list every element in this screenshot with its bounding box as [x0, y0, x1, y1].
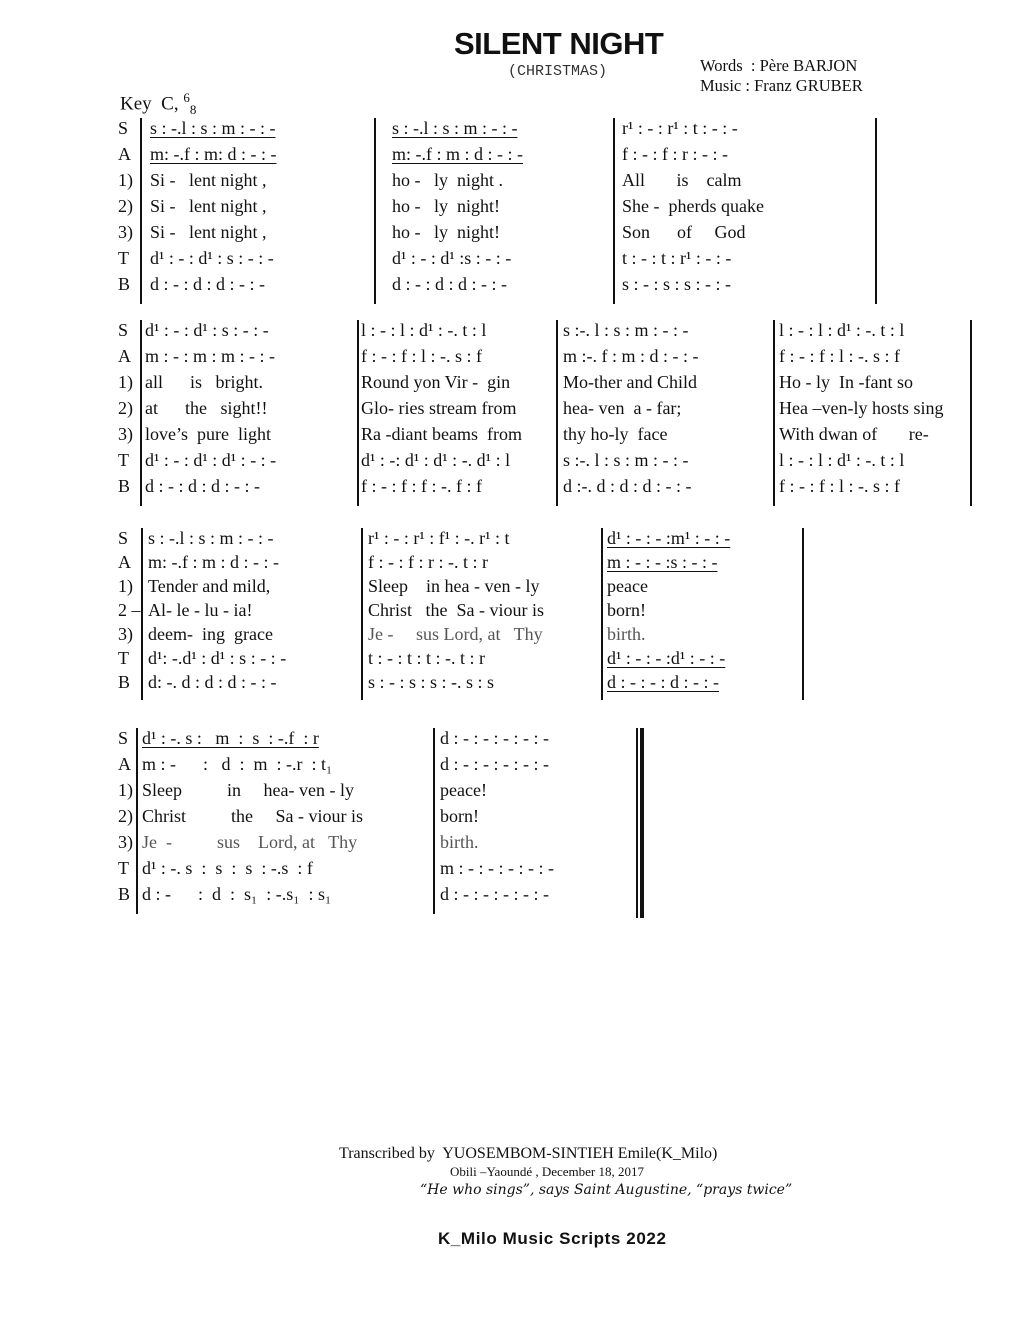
barline [875, 118, 877, 304]
barline [140, 118, 142, 304]
measure-cell: Si - lent night , [150, 170, 267, 190]
measure-cell: ho - ly night! [392, 196, 500, 216]
measure-cell: Christ the Sa - viour is [368, 600, 544, 620]
measure-cell: Si - lent night , [150, 222, 267, 242]
barline [361, 528, 363, 700]
measure-cell: s : -.l : s : m : - : - [150, 118, 276, 138]
measure-cell: All is calm [622, 170, 742, 190]
measure-cell: d : - : - : d : - : - [607, 672, 719, 692]
measure-cell: at the sight!! [145, 398, 268, 418]
measure-cell: t : - : t : t : -. t : r [368, 648, 485, 668]
measure-cell: Mo-ther and Child [563, 372, 697, 392]
measure-cell: l : - : l : d¹ : -. t : l [779, 320, 905, 340]
measure-cell: Sleep in hea- ven - ly [142, 780, 354, 800]
measure-cell: l : - : l : d¹ : -. t : l [779, 450, 905, 470]
words-credit: Words : Père BARJON [700, 56, 858, 75]
measure-cell: all is bright. [145, 372, 263, 392]
voice-label: S [118, 320, 129, 340]
voice-label: T [118, 450, 129, 470]
key-signature [120, 90, 196, 118]
measure-cell: r¹ : - : r¹ : f¹ : -. r¹ : t [368, 528, 510, 548]
voice-label: 1) [118, 576, 133, 596]
measure-cell: d : - : d : d : - : - [392, 274, 507, 294]
measure-cell: s :-. l : s : m : - : - [563, 450, 689, 470]
measure-cell: s :-. l : s : m : - : - [563, 320, 689, 340]
measure-cell: f : - : f : r : -. t : r [368, 552, 488, 572]
voice-label: B [118, 884, 131, 904]
barline [433, 728, 435, 914]
measure-cell: d¹ : - : d¹ : s : - : - [150, 248, 274, 268]
measure-cell: m: -.f : m : d : - : - [148, 552, 279, 572]
measure-cell: peace [607, 576, 648, 596]
voice-label: 2) [118, 196, 133, 216]
measure-cell: d :-. d : d : d : - : - [563, 476, 692, 496]
measure-cell: f : - : f : l : -. s : f [361, 346, 482, 366]
measure-cell: t : - : t : r¹ : - : - [622, 248, 732, 268]
measure-cell: d : - : - : - : - : - [440, 884, 549, 904]
barline [136, 728, 138, 914]
voice-label: 2) [118, 806, 133, 826]
measure-cell: Ho - ly In -fant so [779, 372, 913, 392]
measure-cell: m : - : - :s : - : - [607, 552, 718, 572]
measure-cell: thy ho-ly face [563, 424, 668, 444]
voice-label: A [118, 754, 131, 774]
measure-cell: s : -.l : s : m : - : - [392, 118, 518, 138]
barline [601, 528, 603, 700]
measure-cell: s : - : s : s : -. s : s [368, 672, 495, 692]
measure-cell: love’s pure light [145, 424, 271, 444]
measure-cell: Ra -diant beams from [361, 424, 522, 444]
barline [556, 320, 558, 506]
measure-cell: d¹ : - : - :m¹ : - : - [607, 528, 731, 548]
voice-label: A [118, 552, 131, 572]
voice-label: T [118, 858, 129, 878]
voice-label: 3) [118, 424, 133, 444]
brand-footer: K_Milo Music Scripts 2022 [438, 1229, 667, 1248]
voice-label: 1) [118, 372, 133, 392]
measure-cell: Je - sus Lord, at Thy [368, 624, 543, 644]
measure-cell: Je - sus Lord, at Thy [142, 832, 358, 852]
barline [140, 320, 142, 506]
voice-label: 2) [118, 398, 133, 418]
voice-label: 1) [118, 780, 133, 800]
measure-cell: birth. [440, 832, 479, 852]
measure-cell: Si - lent night , [150, 196, 267, 216]
barline [357, 320, 359, 506]
voice-label: T [118, 648, 129, 668]
measure-cell: d : - : d : d : - : - [150, 274, 265, 294]
measure-cell: Son of God [622, 222, 746, 242]
measure-cell: f : - : f : l : -. s : f [779, 476, 900, 496]
measure-cell: f : - : f : f : -. f : f [361, 476, 482, 496]
page-title: SILENT NIGHT [454, 26, 664, 61]
measure-cell: She - pherds quake [622, 196, 764, 216]
measure-cell: d¹ : - : d¹ : d¹ : - : - [145, 450, 277, 470]
measure-cell: Sleep in hea - ven - ly [368, 576, 540, 596]
voice-label: B [118, 274, 131, 294]
key-text: Key C, [120, 93, 184, 115]
time-signature-top: 6 [183, 90, 190, 105]
measure-cell: m :-. f : m : d : - : - [563, 346, 699, 366]
measure-cell: Round yon Vir - gin [361, 372, 511, 392]
barline [613, 118, 615, 304]
final-barline-thin [636, 728, 638, 918]
measure-cell: hea- ven a - far; [563, 398, 682, 418]
measure-cell: d¹ : - : d¹ : s : - : - [145, 320, 269, 340]
voice-label: S [118, 528, 129, 548]
measure-cell: With dwan of re- [779, 424, 929, 444]
music-credit: Music : Franz GRUBER [700, 76, 863, 95]
measure-cell: Al- le - lu - ia! [148, 600, 253, 620]
voice-label: 3) [118, 832, 133, 852]
barline [773, 320, 775, 506]
voice-label: 2 – [118, 600, 141, 620]
measure-cell: ho - ly night! [392, 222, 500, 242]
page-subtitle: (CHRISTMAS) [508, 63, 608, 80]
voice-label: B [118, 672, 131, 692]
final-barline-thick [640, 728, 644, 918]
transcriber-credit: Transcribed by YUOSEMBOM-SINTIEH Emile(K_Milo) [339, 1145, 718, 1162]
measure-cell: m : - : d : m : -.r : t₁ [142, 754, 333, 774]
measure-cell: f : - : f : r : - : - [622, 144, 728, 164]
voice-label: S [118, 728, 129, 748]
measure-cell: m : - : - : - : - : - [440, 858, 554, 878]
place-date: Obili –Yaoundé , December 18, 2017 [450, 1164, 645, 1179]
voice-label: A [118, 144, 131, 164]
barline [970, 320, 972, 506]
measure-cell: d : - : d : d : - : - [145, 476, 260, 496]
measure-cell: m: -.f : m: d : - : - [150, 144, 277, 164]
measure-cell: d : - : - : - : - : - [440, 728, 549, 748]
measure-cell: d¹ : -. s : s : s : -.s : f [142, 858, 313, 878]
measure-cell: m : - : m : m : - : - [145, 346, 275, 366]
measure-cell: m: -.f : m : d : - : - [392, 144, 523, 164]
barline [374, 118, 376, 304]
voice-label: A [118, 346, 131, 366]
measure-cell: r¹ : - : r¹ : t : - : - [622, 118, 738, 138]
measure-cell: deem- ing grace [148, 624, 273, 644]
measure-cell: Glo- ries stream from [361, 398, 517, 418]
quote: “He who sings”, says Saint Augustine, “prays twice” [420, 1182, 793, 1198]
time-signature-bottom: 8 [189, 102, 197, 118]
measure-cell: d : - : d : s₁ : -.s₁ : s₁ [142, 884, 332, 904]
voice-label: T [118, 248, 129, 268]
voice-label: B [118, 476, 131, 496]
measure-cell: d¹ : -: d¹ : d¹ : -. d¹ : l [361, 450, 511, 470]
measure-cell: Hea –ven-ly hosts sing [779, 398, 944, 418]
measure-cell: d¹ : - : d¹ :s : - : - [392, 248, 512, 268]
measure-cell: d¹ : - : - :d¹ : - : - [607, 648, 726, 668]
measure-cell: s : -.l : s : m : - : - [148, 528, 274, 548]
voice-label: 3) [118, 624, 133, 644]
measure-cell: l : - : l : d¹ : -. t : l [361, 320, 487, 340]
measure-cell: f : - : f : l : -. s : f [779, 346, 900, 366]
measure-cell: d : - : - : - : - : - [440, 754, 549, 774]
measure-cell: ho - ly night . [392, 170, 503, 190]
measure-cell: Tender and mild, [148, 576, 271, 596]
measure-cell: d¹ : -. s : m : s : -.f : r [142, 728, 319, 748]
barline [802, 528, 804, 700]
voice-label: 3) [118, 222, 133, 242]
measure-cell: peace! [440, 780, 487, 800]
measure-cell: born! [607, 600, 646, 620]
barline [141, 528, 143, 700]
measure-cell: birth. [607, 624, 646, 644]
measure-cell: Christ the Sa - viour is [142, 806, 363, 826]
measure-cell: d¹: -.d¹ : d¹ : s : - : - [148, 648, 287, 668]
measure-cell: s : - : s : s : - : - [622, 274, 732, 294]
measure-cell: born! [440, 806, 479, 826]
voice-label: S [118, 118, 129, 138]
voice-label: 1) [118, 170, 133, 190]
measure-cell: d: -. d : d : d : - : - [148, 672, 277, 692]
